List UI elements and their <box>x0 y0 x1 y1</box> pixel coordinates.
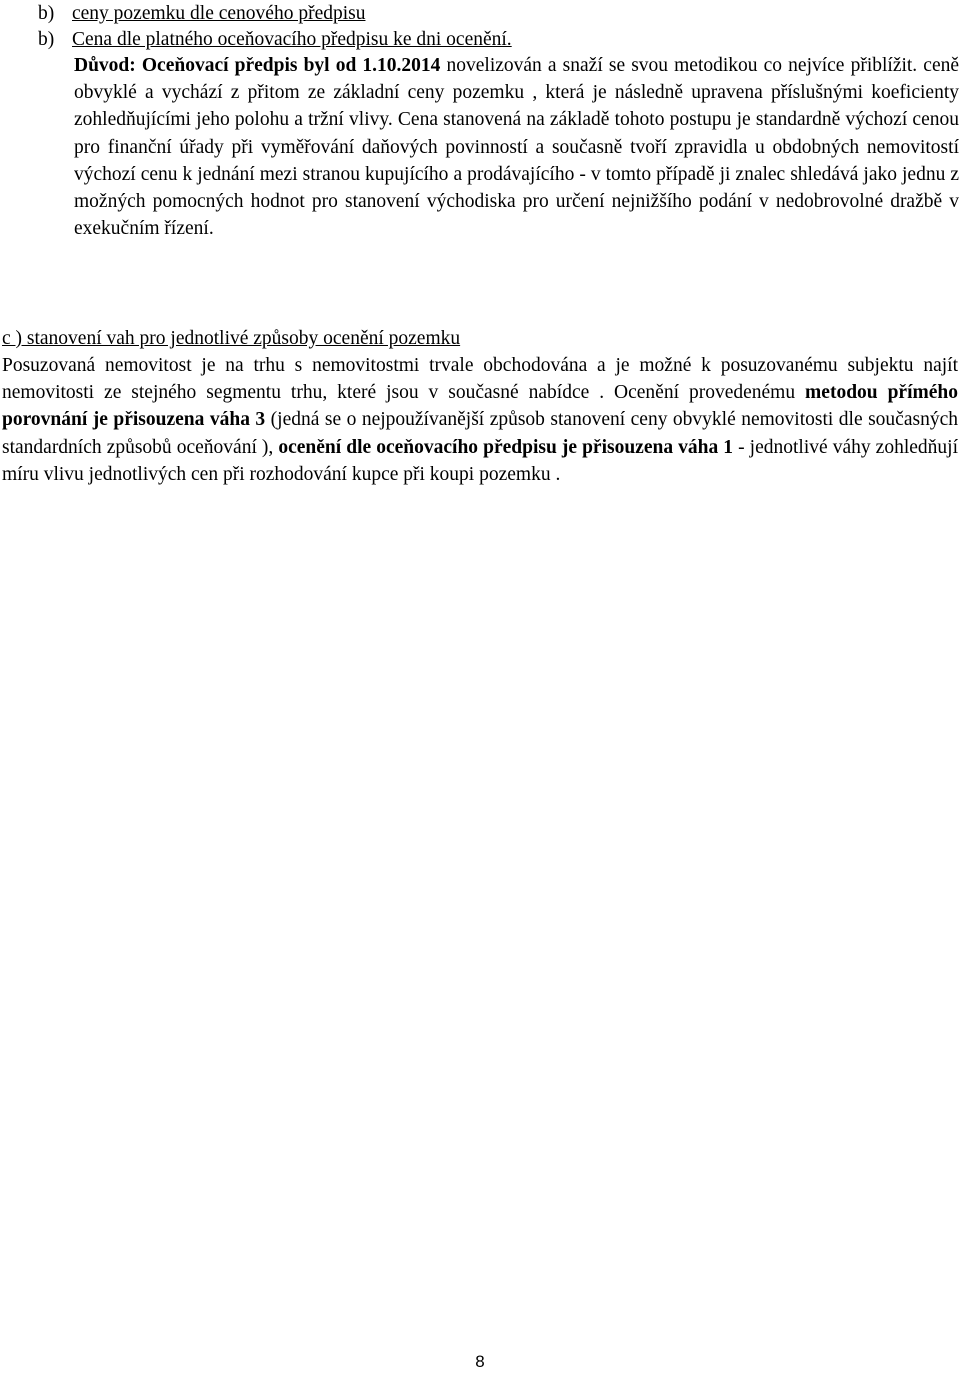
section-heading <box>2 325 460 352</box>
list-item <box>38 26 512 53</box>
section-paragraph <box>2 352 958 488</box>
list-item <box>38 0 365 27</box>
reason-label: Důvod: Oceňovací předpis byl od 1.10.2014 <box>74 55 441 76</box>
section-bold-2: ocenění dle oceňovacího předpisu je přisouzena váha 1 <box>278 436 734 458</box>
page-number: 8 <box>475 1352 485 1371</box>
list-marker: b) <box>38 3 55 24</box>
section-text-1: Posuzovaná nemovitost je na trhu s nemovitostmi trvale obchodována a je možné k posuzovanému subjektu najít nemovitosti ze stejného segmentu trhu, které jsou v současné nabídce . Ocenění provedenému <box>2 355 958 404</box>
list-item-text: Cena dle platného oceňovacího předpisu ke dni ocenění. <box>72 29 512 50</box>
reason-paragraph <box>74 52 959 242</box>
section-text-2: (jedná se o nejpoužívanější způsob stanovení ceny obvyklé nemovitosti dle současných standardních způsobů oceňování ), <box>2 409 958 458</box>
section-text-3: - jednotlivé váhy zohledňují míru vlivu jednotlivých cen při rozhodování kupce při koupi pozemku . <box>2 436 958 485</box>
list-marker: b) <box>38 29 55 50</box>
section-heading-text: c ) stanovení vah pro jednotlivé způsoby ocenění pozemku <box>2 328 461 349</box>
section-bold-1: metodou přímého porovnání je přisouzena váha 3 <box>2 382 958 431</box>
reason-text: novelizován a snaží se svou metodikou co nejvíce přiblížit. ceně obvyklé a vychází z přitom ze základní ceny pozemku , která je následně upravena příslušnými koeficienty zohledňujícími jeho polohu a tržní vlivy. Cena stanovená na základě tohoto postupu je standardně výchozí cenou pro finanční úřady při vyměřování daňových povinností a současně tvoří zpravidla u obdobných nemovitostí výchozí cenu k jednání mezi stranou kupujícího a prodávajícího - v tomto případě ji znalec shledává jako jednu z možných pomocných hodnot pro stanovení východiska pro určení nejnižšího podání v nedobrovolné dražbě v exekučním řízení. <box>74 55 960 240</box>
list-item-text: ceny pozemku dle cenového předpisu <box>72 3 366 24</box>
